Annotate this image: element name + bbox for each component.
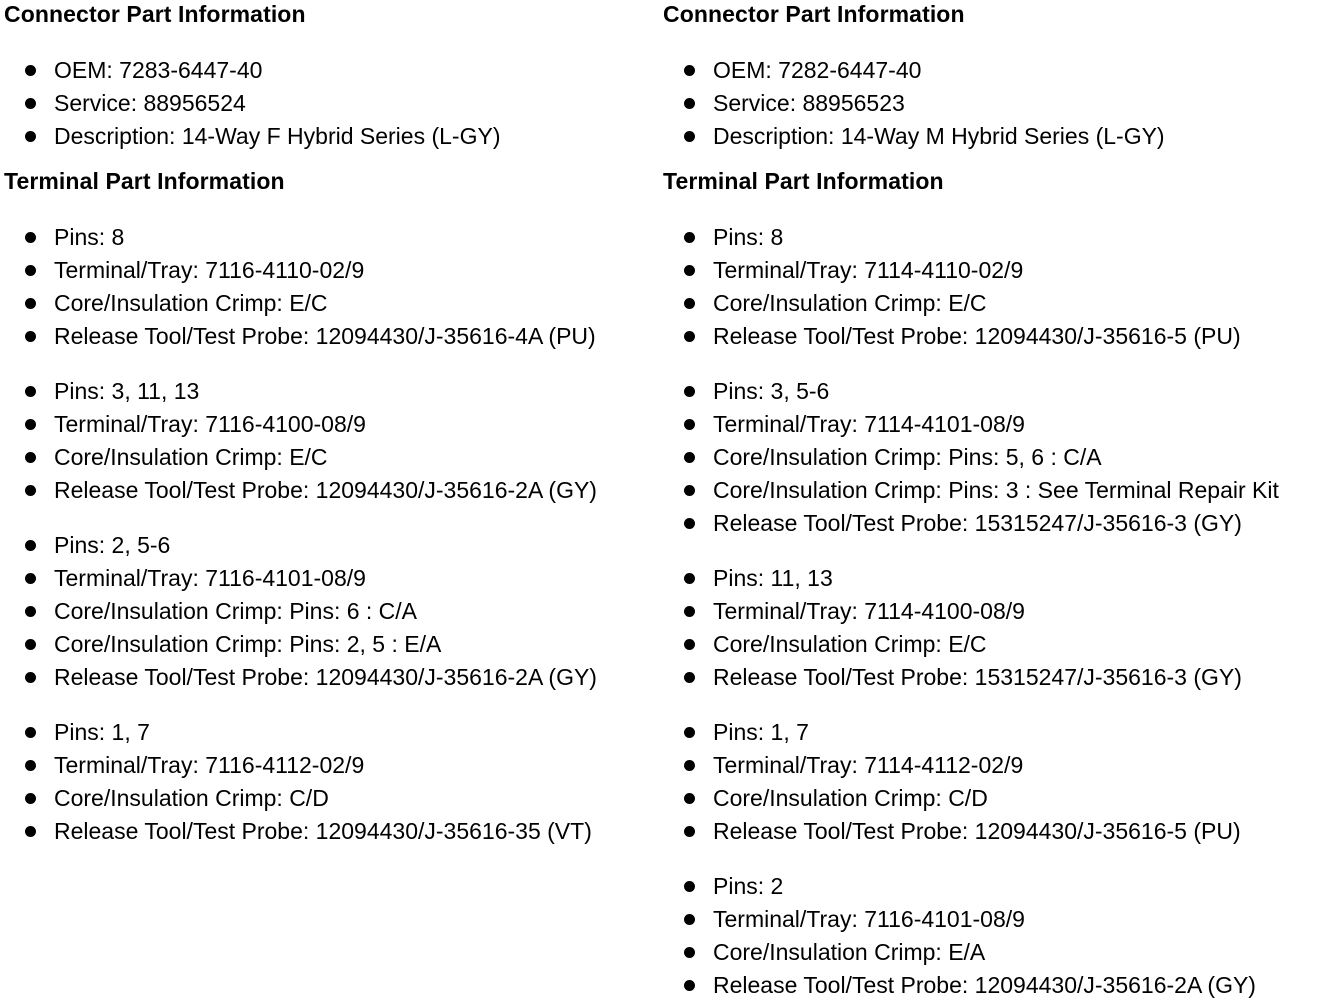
list-item xyxy=(4,87,676,120)
bullet-icon xyxy=(25,760,36,771)
list-item xyxy=(663,716,1335,749)
list-item xyxy=(4,595,676,628)
list-item xyxy=(4,815,676,848)
list-item xyxy=(4,441,676,474)
list-item-text: Release Tool/Test Probe: 15315247/J-35616-3 (GY) xyxy=(713,664,1242,690)
bullet-icon xyxy=(684,386,695,397)
list-item-text: Core/Insulation Crimp: Pins: 3 : See Terminal Repair Kit xyxy=(713,477,1279,503)
list-item xyxy=(663,375,1335,408)
left-column xyxy=(4,0,676,848)
list-item-text: Description: 14-Way F Hybrid Series (L-GY) xyxy=(54,123,501,149)
list-item xyxy=(4,120,676,153)
list-item xyxy=(4,54,676,87)
list-item xyxy=(663,815,1335,848)
list-item-text: Release Tool/Test Probe: 12094430/J-35616-2A (GY) xyxy=(54,664,597,690)
terminal-heading: Terminal Part Information xyxy=(663,168,944,194)
list-item-text: Core/Insulation Crimp: Pins: 6 : C/A xyxy=(54,598,418,624)
list-item xyxy=(4,661,676,694)
list-item-text: Terminal/Tray: 7116-4100-08/9 xyxy=(54,411,366,437)
list-item-text: Pins: 8 xyxy=(54,224,125,250)
terminal-group xyxy=(663,375,1335,540)
list-item-text: Terminal/Tray: 7116-4110-02/9 xyxy=(54,257,365,283)
bullet-icon xyxy=(25,232,36,243)
terminal-group xyxy=(4,221,676,353)
list-item xyxy=(663,254,1335,287)
list-item xyxy=(663,441,1335,474)
terminal-groups xyxy=(4,221,676,848)
bullet-icon xyxy=(684,826,695,837)
list-item xyxy=(663,221,1335,254)
bullet-icon xyxy=(684,793,695,804)
list-item-text: Terminal/Tray: 7114-4100-08/9 xyxy=(713,598,1025,624)
bullet-icon xyxy=(684,573,695,584)
terminal-group xyxy=(4,716,676,848)
list-item xyxy=(663,969,1335,1002)
bullet-icon xyxy=(25,826,36,837)
connector-list xyxy=(663,54,1335,153)
list-item xyxy=(4,254,676,287)
list-item xyxy=(663,562,1335,595)
bullet-icon xyxy=(25,98,36,109)
bullet-icon xyxy=(684,881,695,892)
list-item xyxy=(4,474,676,507)
list-item-text: Release Tool/Test Probe: 12094430/J-35616-2A (GY) xyxy=(713,972,1256,998)
bullet-icon xyxy=(684,639,695,650)
list-item xyxy=(4,287,676,320)
list-item-text: Pins: 2 xyxy=(713,873,784,899)
bullet-icon xyxy=(25,727,36,738)
list-item-text: Pins: 1, 7 xyxy=(54,719,150,745)
list-item-text: Core/Insulation Crimp: E/C xyxy=(713,631,987,657)
list-item xyxy=(663,287,1335,320)
list-item-text: Terminal/Tray: 7116-4101-08/9 xyxy=(54,565,366,591)
list-item-text: Service: 88956524 xyxy=(54,90,246,116)
list-item xyxy=(663,936,1335,969)
bullet-icon xyxy=(684,131,695,142)
list-item-text: Terminal/Tray: 7116-4112-02/9 xyxy=(54,752,365,778)
list-item xyxy=(663,87,1335,120)
list-item xyxy=(4,782,676,815)
bullet-icon xyxy=(25,485,36,496)
list-item-text: Terminal/Tray: 7116-4101-08/9 xyxy=(713,906,1025,932)
list-item-text: Core/Insulation Crimp: Pins: 2, 5 : E/A xyxy=(54,631,442,657)
bullet-icon xyxy=(684,452,695,463)
list-item-text: OEM: 7283-6447-40 xyxy=(54,57,263,83)
terminal-group xyxy=(663,716,1335,848)
bullet-icon xyxy=(25,131,36,142)
list-item-text: Release Tool/Test Probe: 15315247/J-35616-3 (GY) xyxy=(713,510,1242,536)
bullet-icon xyxy=(684,265,695,276)
bullet-icon xyxy=(25,573,36,584)
list-item-text: Core/Insulation Crimp: E/C xyxy=(713,290,987,316)
right-column xyxy=(663,0,1335,1002)
bullet-icon xyxy=(25,65,36,76)
list-item xyxy=(663,595,1335,628)
bullet-icon xyxy=(684,760,695,771)
list-item-text: Release Tool/Test Probe: 12094430/J-35616-5 (PU) xyxy=(713,818,1241,844)
bullet-icon xyxy=(684,98,695,109)
list-item-text: Terminal/Tray: 7114-4112-02/9 xyxy=(713,752,1024,778)
terminal-group xyxy=(663,870,1335,1002)
bullet-icon xyxy=(25,672,36,683)
list-item xyxy=(663,628,1335,661)
connector-heading: Connector Part Information xyxy=(4,1,306,27)
bullet-icon xyxy=(25,331,36,342)
bullet-icon xyxy=(684,606,695,617)
bullet-icon xyxy=(684,232,695,243)
bullet-icon xyxy=(684,331,695,342)
list-item xyxy=(663,54,1335,87)
list-item xyxy=(4,716,676,749)
list-item-text: Core/Insulation Crimp: E/C xyxy=(54,290,328,316)
list-item xyxy=(4,408,676,441)
list-item xyxy=(4,628,676,661)
bullet-icon xyxy=(684,980,695,991)
connector-heading: Connector Part Information xyxy=(663,1,965,27)
list-item-text: Release Tool/Test Probe: 12094430/J-35616-5 (PU) xyxy=(713,323,1241,349)
list-item xyxy=(663,870,1335,903)
list-item-text: Core/Insulation Crimp: C/D xyxy=(713,785,988,811)
list-item xyxy=(663,408,1335,441)
list-item xyxy=(663,507,1335,540)
list-item-text: Core/Insulation Crimp: Pins: 5, 6 : C/A xyxy=(713,444,1102,470)
connector-list xyxy=(4,54,676,153)
list-item-text: Core/Insulation Crimp: E/A xyxy=(713,939,986,965)
list-item xyxy=(663,749,1335,782)
list-item-text: Pins: 2, 5-6 xyxy=(54,532,171,558)
list-item xyxy=(4,320,676,353)
list-item-text: Terminal/Tray: 7114-4110-02/9 xyxy=(713,257,1024,283)
list-item-text: Description: 14-Way M Hybrid Series (L-GY) xyxy=(713,123,1165,149)
bullet-icon xyxy=(25,386,36,397)
terminal-groups xyxy=(663,221,1335,1002)
list-item-text: Terminal/Tray: 7114-4101-08/9 xyxy=(713,411,1025,437)
bullet-icon xyxy=(684,914,695,925)
list-item-text: Pins: 3, 5-6 xyxy=(713,378,830,404)
bullet-icon xyxy=(684,419,695,430)
list-item-text: Core/Insulation Crimp: E/C xyxy=(54,444,328,470)
list-item-text: Pins: 3, 11, 13 xyxy=(54,378,200,404)
list-item-text: Release Tool/Test Probe: 12094430/J-35616-4A (PU) xyxy=(54,323,596,349)
list-item-text: Release Tool/Test Probe: 12094430/J-35616-2A (GY) xyxy=(54,477,597,503)
list-item-text: Service: 88956523 xyxy=(713,90,905,116)
bullet-icon xyxy=(684,947,695,958)
list-item xyxy=(4,221,676,254)
bullet-icon xyxy=(684,672,695,683)
terminal-group xyxy=(4,529,676,694)
bullet-icon xyxy=(25,419,36,430)
terminal-group xyxy=(663,221,1335,353)
terminal-group xyxy=(663,562,1335,694)
list-item xyxy=(4,562,676,595)
list-item xyxy=(4,375,676,408)
bullet-icon xyxy=(684,485,695,496)
list-item xyxy=(4,749,676,782)
bullet-icon xyxy=(25,606,36,617)
list-item-text: OEM: 7282-6447-40 xyxy=(713,57,922,83)
bullet-icon xyxy=(684,298,695,309)
bullet-icon xyxy=(25,298,36,309)
list-item xyxy=(663,661,1335,694)
bullet-icon xyxy=(684,727,695,738)
list-item xyxy=(663,903,1335,936)
list-item-text: Pins: 11, 13 xyxy=(713,565,833,591)
list-item xyxy=(4,529,676,562)
list-item xyxy=(663,320,1335,353)
list-item xyxy=(663,474,1335,507)
list-item xyxy=(663,782,1335,815)
terminal-heading: Terminal Part Information xyxy=(4,168,285,194)
bullet-icon xyxy=(25,639,36,650)
list-item-text: Pins: 1, 7 xyxy=(713,719,809,745)
list-item-text: Pins: 8 xyxy=(713,224,784,250)
bullet-icon xyxy=(684,518,695,529)
bullet-icon xyxy=(25,452,36,463)
bullet-icon xyxy=(25,793,36,804)
list-item-text: Release Tool/Test Probe: 12094430/J-35616-35 (VT) xyxy=(54,818,592,844)
list-item xyxy=(663,120,1335,153)
terminal-group xyxy=(4,375,676,507)
list-item-text: Core/Insulation Crimp: C/D xyxy=(54,785,329,811)
bullet-icon xyxy=(25,265,36,276)
bullet-icon xyxy=(684,65,695,76)
bullet-icon xyxy=(25,540,36,551)
